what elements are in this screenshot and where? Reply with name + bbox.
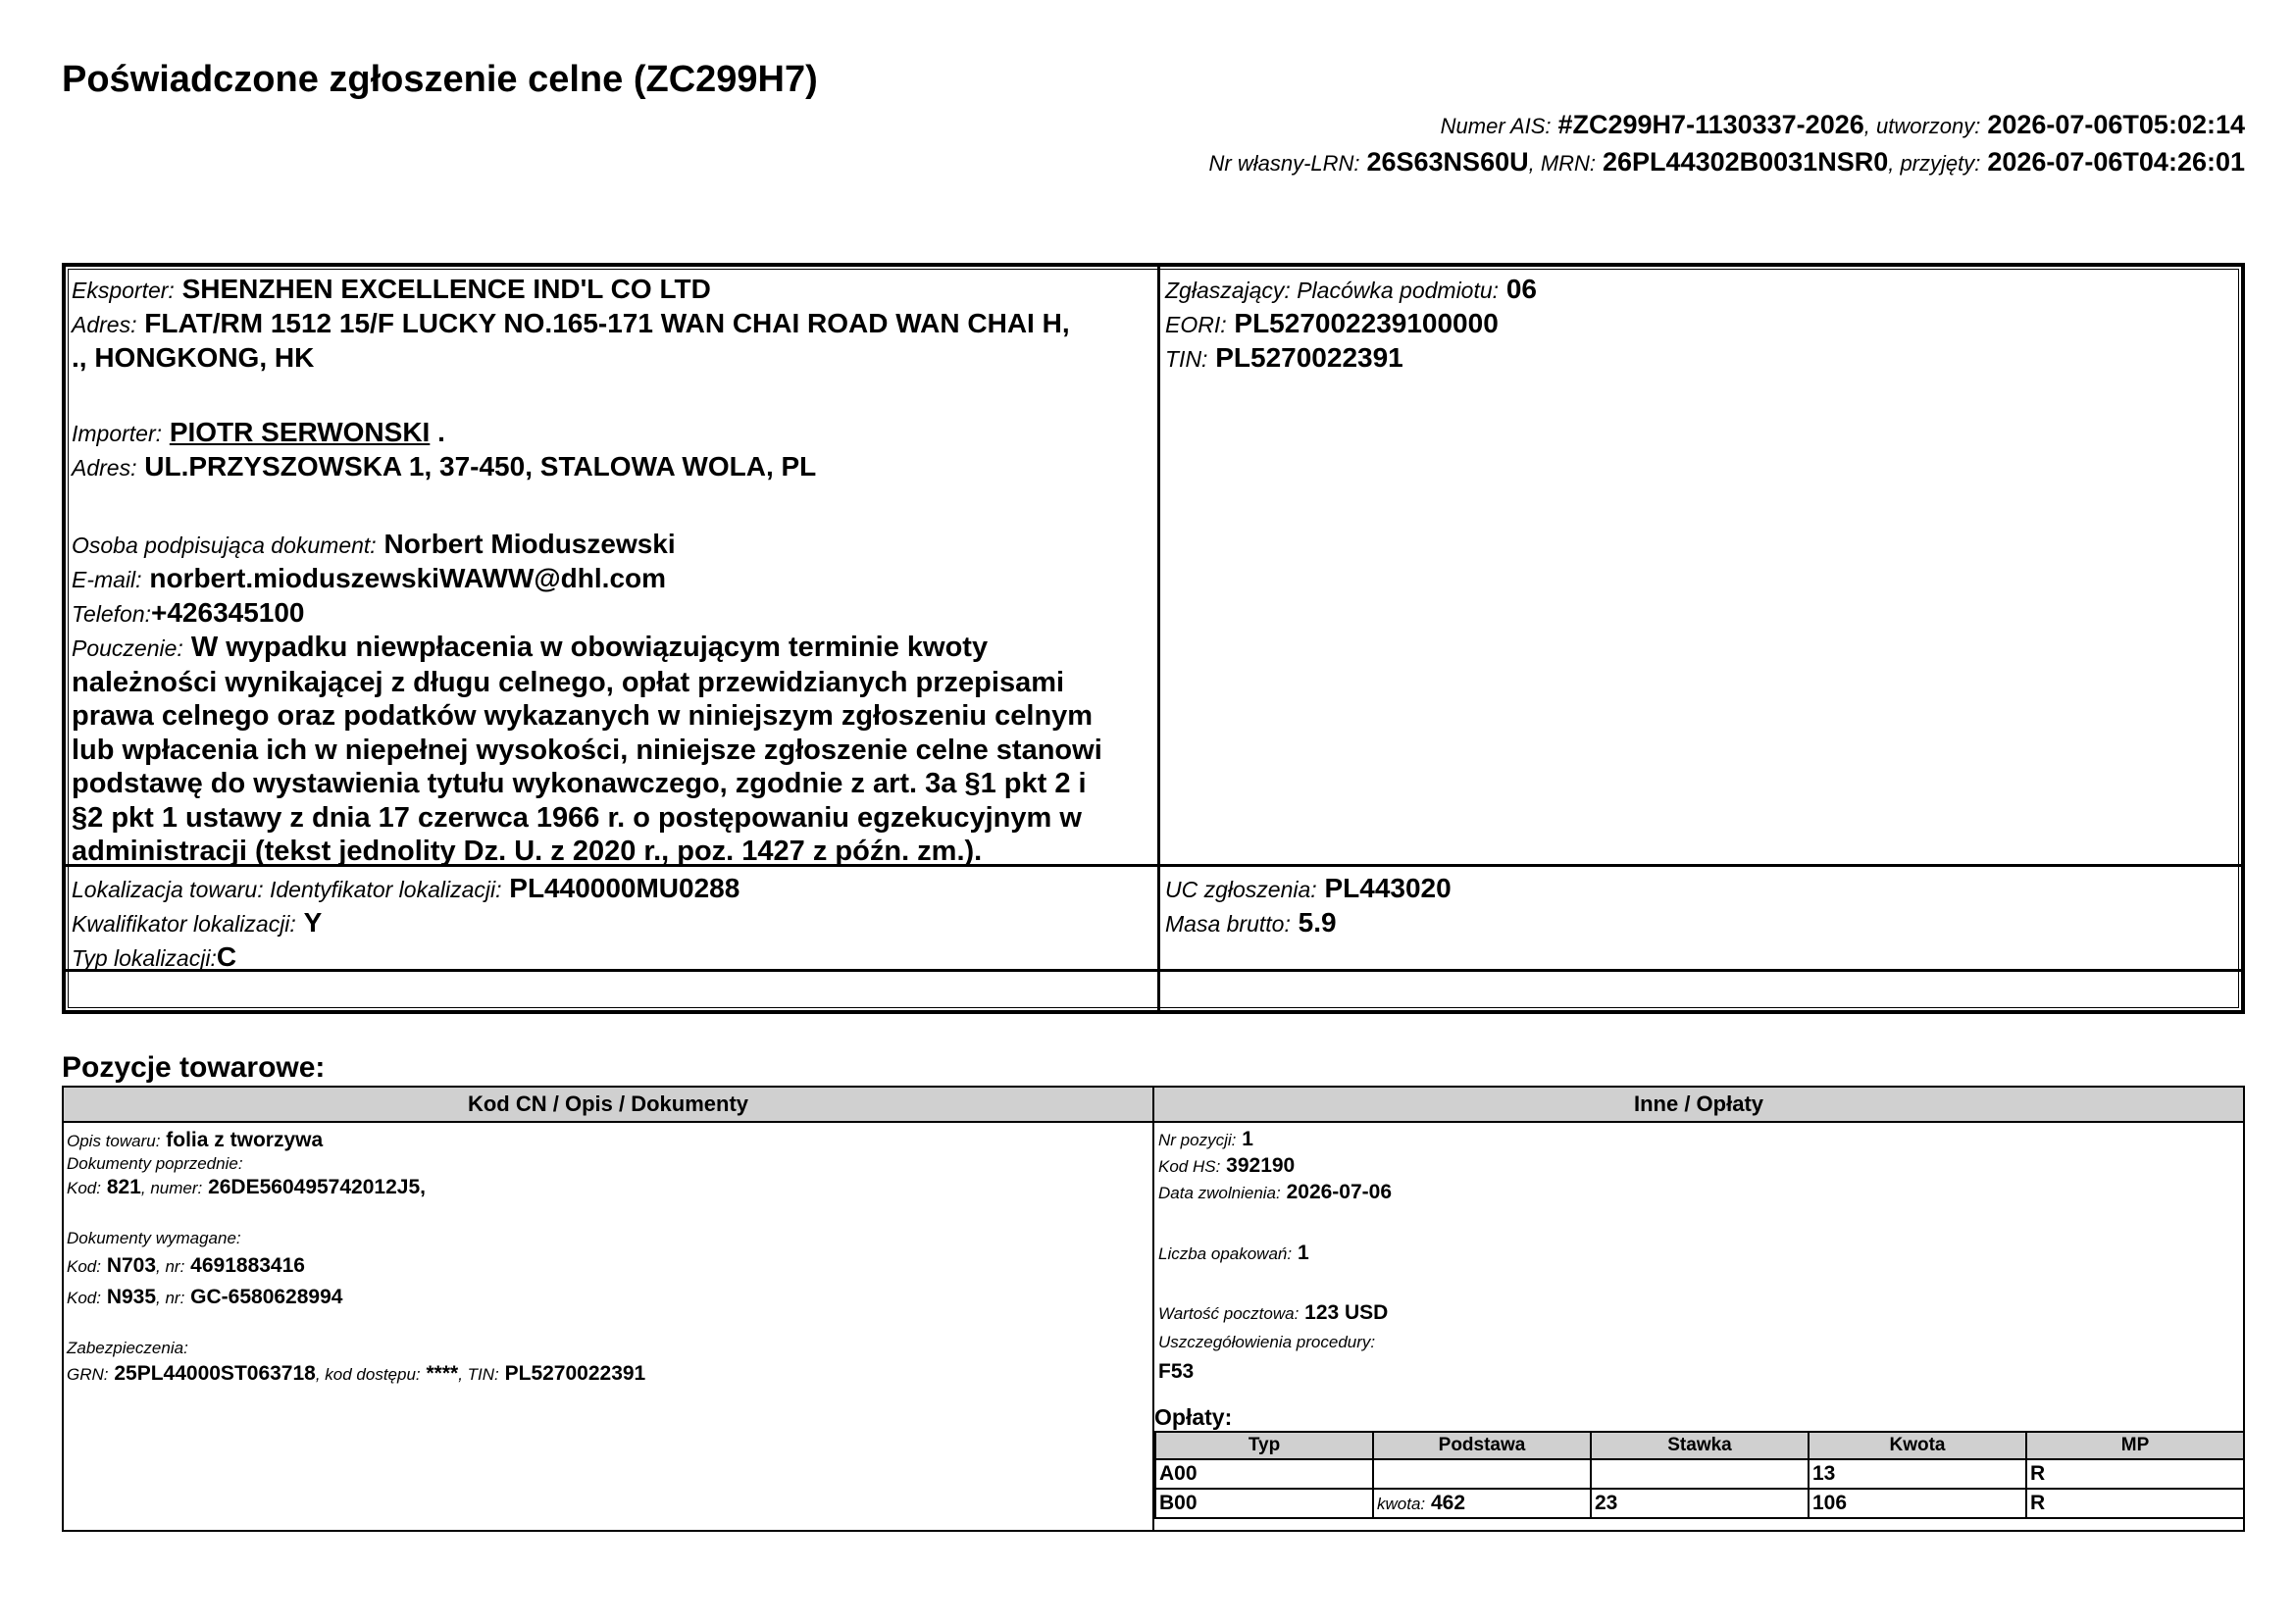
- fee-amount: 106: [1809, 1489, 2026, 1518]
- prev-num-suffix: ,: [420, 1176, 426, 1198]
- notice-line: należności wynikającej z długu celnego, opłat przewidzianych przepisami: [72, 666, 1065, 698]
- email-value: norbert.mioduszewskiWAWW@dhl.com: [149, 563, 667, 593]
- postal-value-label: Wartość pocztowa:: [1158, 1304, 1300, 1323]
- declarant-label: Zgłaszający: Placówka podmiotu:: [1165, 278, 1500, 303]
- eori-value: PL527002239100000: [1234, 308, 1499, 338]
- exporter-label: Eksporter:: [72, 278, 175, 303]
- req-doc-code-label: Kod:: [67, 1257, 101, 1276]
- signatory-name: Norbert Mioduszewski: [383, 529, 676, 559]
- hs-row: [1158, 1153, 1392, 1180]
- notice-line: administracji (tekst jednolity Dz. U. z 2020 r., poz. 1427 z późn. zm.).: [72, 836, 983, 867]
- notice-paragraph: [72, 631, 1150, 869]
- importer-name-suffix: .: [430, 417, 445, 447]
- location-type: C: [216, 941, 237, 972]
- uc-row: [1165, 872, 1452, 906]
- accepted-timestamp: 2026-07-06T04:26:01: [1987, 147, 2245, 177]
- req-doc-nr: GC-6580628994: [190, 1286, 343, 1308]
- fees-row: [1155, 1459, 2244, 1489]
- fees-col-header: MP: [2026, 1432, 2244, 1459]
- phone-row: [72, 596, 1150, 631]
- prev-doc-row: [67, 1174, 645, 1201]
- location-qualifier-label: Kwalifikator lokalizacji:: [72, 911, 296, 937]
- created-label: , utworzony:: [1863, 114, 1981, 138]
- importer-address: UL.PRZYSZOWSKA 1, 37-450, STALOWA WOLA, PL: [144, 451, 817, 482]
- col-header-left: Kod CN / Opis / Dokumenty: [467, 1091, 749, 1116]
- procedure-value: F53: [1158, 1360, 1195, 1383]
- guarantee-tin: PL5270022391: [504, 1362, 646, 1385]
- hs-value: 392190: [1226, 1154, 1296, 1177]
- mass-row: [1165, 906, 1452, 940]
- item-desc: folia z tworzywa: [166, 1129, 324, 1151]
- req-doc-code-label: Kod:: [67, 1289, 101, 1307]
- fee-mp: R: [2026, 1459, 2244, 1489]
- exporter-name: SHENZHEN EXCELLENCE IND'L CO LTD: [181, 274, 711, 304]
- declarant-row: [1165, 273, 1537, 307]
- fees-row: [1155, 1489, 2244, 1518]
- procedure-label: Uszczegółowienia procedury:: [1158, 1333, 1376, 1351]
- prev-num: 26DE560495742012J5: [208, 1176, 421, 1198]
- release-label: Data zwolnienia:: [1158, 1184, 1281, 1202]
- importer-address-row: [72, 450, 1150, 484]
- req-doc-row: [67, 1282, 645, 1313]
- position-value: 1: [1242, 1128, 1253, 1150]
- column-divider: [1157, 267, 1160, 1010]
- uc-value: PL443020: [1324, 873, 1452, 903]
- release-row: [1158, 1180, 1392, 1206]
- req-doc-nr-label: , nr:: [156, 1289, 185, 1307]
- mrn-label: , MRN:: [1528, 151, 1597, 176]
- signatory-row: [72, 528, 1150, 562]
- eori-row: [1165, 307, 1537, 341]
- ais-label: Numer AIS:: [1440, 114, 1552, 138]
- item-desc-row: [67, 1127, 645, 1154]
- guarantee-label: Zabezpieczenia:: [67, 1339, 188, 1357]
- email-label: E-mail:: [72, 567, 142, 592]
- grn-label: GRN:: [67, 1365, 109, 1384]
- signatory-label: Osoba podpisująca dokument:: [72, 533, 377, 558]
- notice-line: podstawę do wystawienia tytułu wykonawczego, zgodnie z art. 3a §1 pkt 2 i: [72, 768, 1087, 799]
- importer-address-label: Adres:: [72, 455, 137, 481]
- access-label: , kod dostępu:: [315, 1365, 421, 1384]
- prev-code-label: Kod:: [67, 1179, 101, 1197]
- guarantee-tin-label: , TIN:: [458, 1365, 499, 1384]
- req-docs-label: Dokumenty wymagane:: [67, 1229, 241, 1247]
- fees-col-header: Kwota: [1809, 1432, 2026, 1459]
- location-qualifier-row: [72, 906, 739, 940]
- mrn-value: 26PL44302B0031NSR0: [1603, 147, 1889, 177]
- items-section-title: Pozycje towarowe:: [62, 1051, 326, 1084]
- uc-label: UC zgłoszenia:: [1165, 877, 1317, 902]
- fee-basis-value: 462: [1430, 1492, 1466, 1514]
- item-left-column: [67, 1127, 645, 1388]
- tin-label: TIN:: [1165, 346, 1208, 372]
- fee-type: B00: [1155, 1489, 1373, 1518]
- fee-basis: [1373, 1459, 1591, 1489]
- phone-value: +426345100: [151, 597, 305, 628]
- req-doc-nr: 4691883416: [190, 1254, 305, 1277]
- mass-value: 5.9: [1298, 907, 1337, 938]
- lrn-label: Nr własny-LRN:: [1208, 151, 1360, 176]
- guarantee-row: [67, 1360, 645, 1388]
- notice-line: §2 pkt 1 ustawy z dnia 17 czerwca 1966 r. o postępowaniu egzekucyjnym w: [72, 801, 1082, 834]
- mass-label: Masa brutto:: [1165, 911, 1291, 937]
- access-value: ****: [426, 1362, 459, 1385]
- location-type-row: [72, 940, 739, 975]
- location-cell: [72, 872, 739, 975]
- exporter-address-line1: FLAT/RM 1512 15/F LUCKY NO.165-171 WAN CHAI ROAD WAN CHAI H,: [144, 308, 1070, 338]
- parties-cell: [72, 273, 1150, 869]
- fees-col-header: Stawka: [1591, 1432, 1809, 1459]
- location-type-label: Typ lokalizacji:: [72, 945, 217, 971]
- location-qualifier: Y: [303, 907, 323, 938]
- item-desc-label: Opis towaru:: [67, 1132, 161, 1150]
- email-row: [72, 562, 1150, 596]
- location-id-row: [72, 872, 739, 906]
- declaration-frame: [62, 263, 2245, 1014]
- lrn-mrn-line: [1209, 147, 2246, 178]
- ais-number-line: [1441, 110, 2245, 140]
- req-doc-code: N703: [106, 1254, 157, 1277]
- phone-label: Telefon:: [72, 601, 151, 627]
- hs-label: Kod HS:: [1158, 1157, 1221, 1176]
- fees-header-row: [1155, 1432, 2244, 1459]
- item-right-column: [1158, 1127, 1392, 1385]
- exporter-row: [72, 273, 1150, 307]
- declarant-office: 06: [1505, 274, 1537, 304]
- notice-label: Pouczenie:: [72, 635, 183, 661]
- ais-number: #ZC299H7-1130337-2026: [1557, 110, 1864, 139]
- eori-label: EORI:: [1165, 312, 1227, 337]
- req-doc-code: N935: [106, 1286, 157, 1308]
- notice-line: prawa celnego oraz podatków wykazanych w niniejszym zgłoszeniu celnym: [72, 700, 1094, 732]
- position-row: [1158, 1127, 1392, 1153]
- fee-rate: 23: [1591, 1489, 1809, 1518]
- fees-label: Opłaty:: [1154, 1404, 1233, 1430]
- fee-amount: 13: [1809, 1459, 2026, 1489]
- tin-row: [1165, 341, 1537, 376]
- fees-table: [1154, 1431, 2245, 1519]
- declarant-cell: [1165, 273, 1537, 376]
- packages-label: Liczba opakowań:: [1158, 1244, 1293, 1263]
- location-id-label: Lokalizacja towaru: Identyfikator lokalizacji:: [72, 877, 502, 902]
- position-label: Nr pozycji:: [1158, 1131, 1237, 1149]
- fees-col-header: Typ: [1155, 1432, 1373, 1459]
- req-doc-row: [67, 1250, 645, 1282]
- notice-line: lub wpłacenia ich w niepełnej wysokości, niniejsze zgłoszenie celne stanowi: [72, 734, 1102, 766]
- fee-rate: [1591, 1459, 1809, 1489]
- page-title: Poświadczone zgłoszenie celne (ZC299H7): [62, 59, 818, 100]
- grn-value: 25PL44000ST063718: [114, 1362, 316, 1385]
- office-cell: [1165, 872, 1452, 940]
- exporter-address-row: [72, 307, 1150, 341]
- postal-value-row: [1158, 1299, 1392, 1327]
- exporter-address-label: Adres:: [72, 312, 137, 337]
- lrn-value: 26S63NS60U: [1366, 147, 1529, 177]
- accepted-label: , przyjęty:: [1888, 151, 1981, 176]
- req-doc-nr-label: , nr:: [156, 1257, 185, 1276]
- packages-row: [1158, 1240, 1392, 1267]
- tin-value: PL5270022391: [1215, 342, 1403, 373]
- location-id: PL440000MU0288: [509, 873, 740, 903]
- postal-value: 123 USD: [1304, 1301, 1389, 1324]
- packages-value: 1: [1297, 1242, 1309, 1264]
- importer-label: Importer:: [72, 421, 163, 446]
- importer-row: [72, 416, 1150, 450]
- fees-col-header: Podstawa: [1373, 1432, 1591, 1459]
- importer-name-link[interactable]: PIOTR SERWONSKI: [169, 417, 431, 447]
- fee-basis: [1373, 1489, 1591, 1518]
- notice-line: W wypadku niewpłacenia w obowiązującym terminie kwoty: [190, 632, 989, 663]
- prev-code: 821: [106, 1176, 141, 1198]
- exporter-address-line2: ., HONGKONG, HK: [72, 342, 315, 373]
- prev-num-label: , numer:: [140, 1179, 203, 1197]
- created-timestamp: 2026-07-06T05:02:14: [1987, 110, 2245, 139]
- release-value: 2026-07-06: [1286, 1181, 1393, 1203]
- fee-mp: R: [2026, 1489, 2244, 1518]
- fee-basis-label: kwota:: [1377, 1495, 1426, 1513]
- prev-docs-label: Dokumenty poprzednie:: [67, 1154, 243, 1173]
- col-header-right: Inne / Opłaty: [1633, 1091, 1764, 1116]
- fee-type: A00: [1155, 1459, 1373, 1489]
